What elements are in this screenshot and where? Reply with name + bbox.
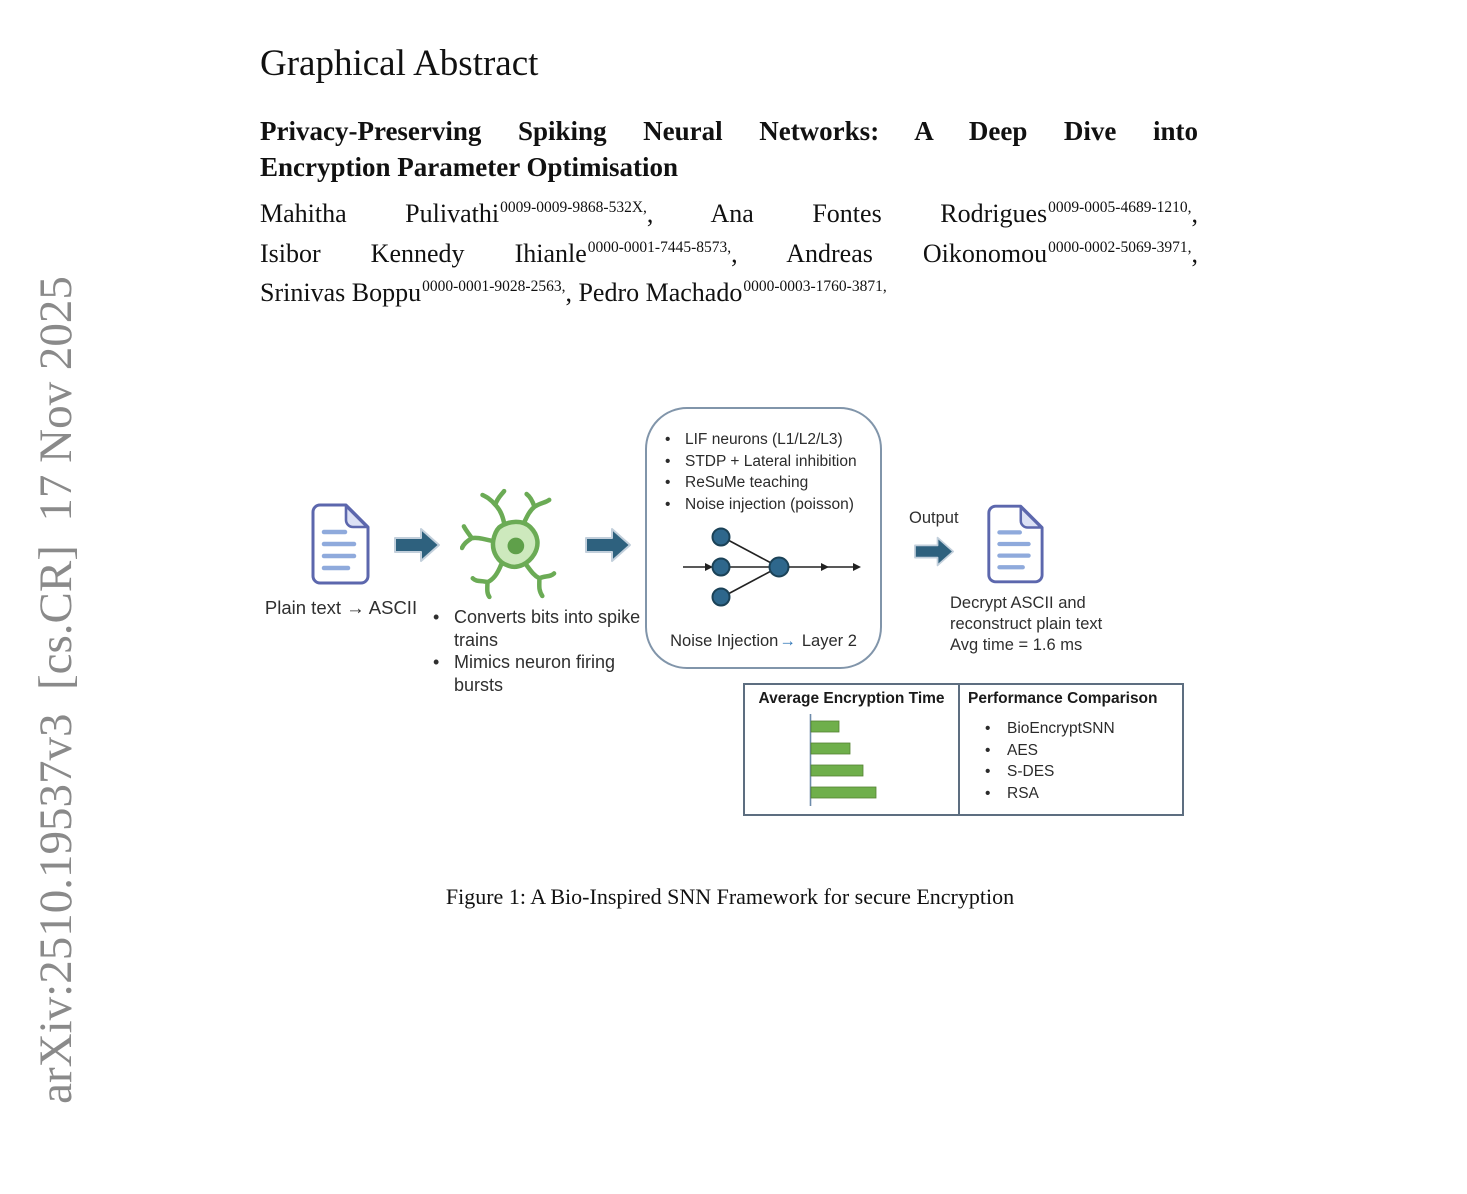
encryption-time-bar (811, 743, 850, 754)
author-orcid: 0000-0003-1760-3871, (743, 278, 887, 295)
decrypt-line-1: Decrypt ASCII and (950, 594, 1086, 612)
performance-bullets (980, 718, 1115, 804)
bullet-item: • S-DES (980, 761, 1115, 783)
section-heading: Graphical Abstract (260, 43, 539, 84)
bullet-item: • Converts bits into spike trains (430, 606, 648, 651)
performance-title: Performance Comparison (968, 690, 1158, 707)
bullet-item: • Noise injection (poisson) (662, 494, 870, 516)
output-arrow-icon (911, 535, 958, 568)
arxiv-watermark: arXiv:2510.19537v3 [cs.CR] 17 Nov 2025 (30, 276, 82, 1104)
author-line: Srinivas Boppu$^{0000-0001-9028-2563,}$, Pedro Machado$^{0000-0003-1760-3871,}$ (260, 278, 887, 307)
snn-box (645, 407, 882, 669)
paper-title-line-2: Encryption Parameter Optimisation (260, 152, 678, 182)
decrypted-document-icon (983, 501, 1045, 587)
encoder-bullets (430, 606, 648, 696)
bar-chart (805, 707, 965, 809)
author-orcid: 0000-0001-7445-8573, (587, 238, 732, 256)
bullet-item: • LIF neurons (L1/L2/L3) (662, 429, 870, 451)
author-name: Srinivas Boppu (260, 278, 422, 307)
author-name: Pedro Machado (578, 278, 743, 307)
author-name: Isibor Kennedy Ihianle (260, 238, 587, 268)
encryption-time-bar (811, 787, 876, 798)
noise-injection-label (647, 632, 880, 651)
author-name: Ana Fontes Rodrigues (710, 199, 1048, 228)
neuron-icon (460, 488, 558, 601)
snn-network-diagram (681, 522, 863, 612)
decrypt-text (950, 593, 1102, 656)
author-orcid: 0000-0001-9028-2563, (422, 278, 566, 295)
paper-title-line-1: Privacy-Preserving Spiking Neural Networks: A Deep Dive into (260, 116, 1198, 146)
encryption-time-bar (811, 721, 839, 732)
author-line: Isibor Kennedy Ihianle$^{0000-0001-7445-8573,}$, Andreas Oikonomou$^{0000-0002-5069-3971,}$, (260, 238, 1198, 268)
bullet-item: • BioEncryptSNN (980, 718, 1115, 740)
comparison-panel (743, 683, 1184, 816)
author-name: Mahitha Pulivathi (260, 199, 500, 228)
bullet-item: • RSA (980, 783, 1115, 805)
decrypt-line-3: Avg time = 1.6 ms (950, 636, 1083, 654)
encryption-time-chart (745, 685, 960, 814)
figure-caption: Figure 1: A Bio-Inspired SNN Framework for secure Encryption (445, 884, 1015, 909)
snn-box-bullets (662, 429, 870, 515)
right-arrow-icon: → (779, 632, 796, 650)
input-label: Plain text → ASCII (264, 597, 418, 618)
author-orcid: 0000-0002-5069-3971, (1048, 238, 1192, 256)
author-orcid: 0009-0005-4689-1210, (1048, 199, 1192, 216)
bullet-item: • STDP + Lateral inhibition (662, 451, 870, 473)
decrypt-line-2: reconstruct plain text (950, 615, 1103, 633)
bullet-item: • AES (980, 740, 1115, 762)
author-name: Andreas Oikonomou (786, 238, 1048, 268)
flow-arrow-icon (394, 526, 441, 564)
bullet-item: • Mimics neuron firing bursts (430, 651, 648, 696)
chart-title: Average Encryption Time (758, 690, 945, 707)
plain-text-document-icon (307, 502, 371, 586)
noise-label-left: Noise Injection (670, 632, 779, 650)
author-line: Mahitha Pulivathi$^{0009-0009-9868-532X,}$, Ana Fontes Rodrigues$^{0009-0005-4689-1210,}$, (260, 199, 1198, 228)
flow-arrow-icon (585, 526, 632, 564)
encryption-time-bar (811, 765, 863, 776)
bullet-item: • ReSuMe teaching (662, 472, 870, 494)
noise-label-right: Layer 2 (801, 632, 857, 650)
author-orcid: 0009-0009-9868-532X, (500, 199, 647, 216)
output-label: Output (909, 509, 959, 527)
performance-comparison (960, 685, 1182, 814)
